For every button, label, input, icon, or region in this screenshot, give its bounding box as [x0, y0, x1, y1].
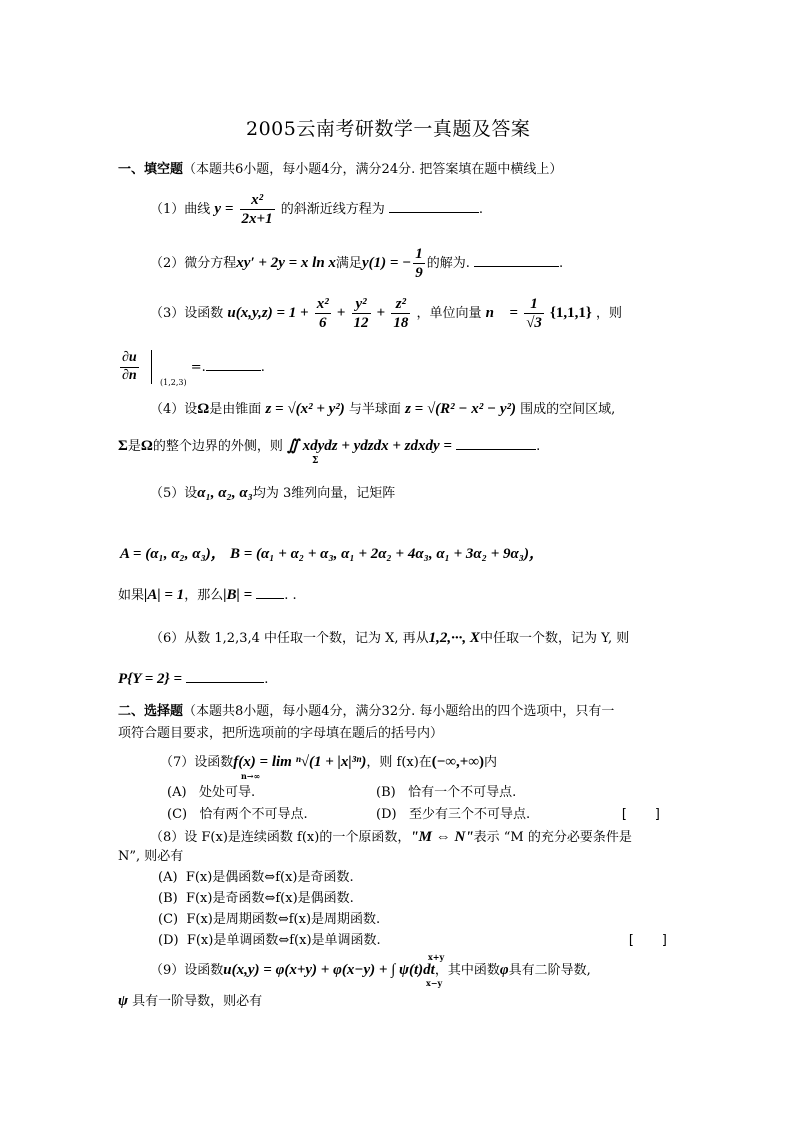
q7-option-d-text: 至少有三个不可导点.: [408, 807, 531, 822]
page-title: 2005云南考研数学一真题及答案: [246, 118, 531, 140]
q5-det-b: |B| =: [223, 587, 253, 603]
q7-option-c[interactable]: [167, 807, 308, 823]
q9-text-3: 具有一阶导数，则必有: [132, 994, 263, 1009]
q7-limit-sub: n→∞: [241, 771, 261, 781]
section-1-header: [118, 162, 562, 178]
q4-sphere: z = √(R² − x² − y²): [405, 401, 517, 417]
q3-eval-bar: [151, 350, 152, 384]
q4-label: （4）设: [150, 402, 198, 417]
section-2-name: 二、选择题: [118, 704, 184, 719]
q8-option-c-text: F(x)是周期函数⇔f(x)是周期函数.: [186, 912, 381, 927]
question-4-line-2: [118, 437, 540, 455]
q7-interval: (−∞,+∞): [431, 754, 485, 770]
q5-vectors: α₁, α₂, α₃: [197, 485, 253, 501]
q7-option-a-text: 处处可导.: [198, 785, 256, 800]
q4-cone: z = √(x² + y²): [265, 401, 345, 417]
q7-text-1: ，则 f(x)在: [366, 755, 432, 770]
q1-numerator: x²: [240, 191, 275, 210]
q7-option-b[interactable]: [376, 785, 516, 801]
q2-end: .: [559, 256, 564, 271]
q7-option-a[interactable]: [167, 785, 255, 801]
q3-label: （3）设函数: [150, 306, 224, 321]
q3-fraction-3: [391, 295, 410, 332]
q9-upper-limit: x+y: [428, 952, 445, 962]
q3-mid: ，单位向量: [416, 306, 482, 321]
q8-option-a-text: F(x)是偶函数⇔f(x)是奇函数.: [185, 870, 354, 885]
q3-f1-den: 6: [318, 315, 327, 331]
q8-option-a-key: (A): [158, 870, 178, 885]
q2-fraction: [413, 245, 425, 282]
q5-cond-2: ，那么: [184, 588, 224, 603]
q5-matrices: [120, 545, 544, 563]
q3-plus-1: +: [336, 305, 346, 321]
q4-text-3: 围成的空间区域,: [520, 402, 616, 417]
q8-option-d-text: F(x)是单调函数⇔f(x)是单调函数.: [186, 933, 381, 948]
question-1: [150, 191, 483, 228]
q8-option-b[interactable]: [158, 891, 354, 907]
q5-label: （5）设: [150, 486, 198, 501]
q1-label: （1）曲线: [150, 202, 211, 217]
q4-sigma: Σ: [118, 438, 128, 454]
q5-matrix-a: A = (α₁, α₂, α₃)，: [120, 546, 226, 562]
q2-mid: 满足: [335, 256, 362, 271]
q1-tail: 的斜渐近线方程为: [280, 202, 385, 217]
q7-option-d[interactable]: [376, 807, 530, 823]
q8-option-d-key: (D): [158, 933, 179, 948]
question-8: [150, 828, 632, 846]
q3-dnum: ∂u: [120, 350, 139, 368]
q7-label: （7）设函数: [160, 755, 234, 770]
q5-answer-blank[interactable]: [256, 586, 284, 599]
q2-numerator: 1: [415, 246, 423, 262]
q8-option-c[interactable]: [158, 912, 380, 928]
q8-option-d[interactable]: [158, 933, 381, 949]
section-2-note-2: 项符合题目要求，把所选项前的字母填在题后的括号内）: [118, 726, 444, 741]
q1-answer-blank[interactable]: [389, 200, 479, 213]
q9-lower-limit: x−y: [426, 978, 443, 988]
q3-f3-den: 18: [393, 315, 409, 331]
q3-fraction-2: [352, 295, 371, 332]
q3-f1-num: x²: [316, 296, 329, 312]
q1-end: .: [478, 202, 484, 217]
q3-dden: ∂n: [122, 367, 137, 383]
question-7: [160, 753, 497, 771]
q2-tail: 的解为.: [426, 256, 470, 271]
q3-f3-num: z²: [391, 295, 410, 314]
q4-text-5: 的整个边界的外侧，则: [152, 439, 283, 454]
q2-answer-blank[interactable]: [474, 254, 559, 267]
q7-answer-bracket[interactable]: [ ]: [620, 807, 662, 822]
q3-vector: n⃗ =: [485, 305, 518, 321]
q3-plus-2: +: [376, 305, 386, 321]
section-1-note: （本题共6小题，每小题4分，满分24分. 把答案填在题中横线上）: [183, 162, 563, 177]
question-4: [150, 400, 615, 418]
q6-label: （6）从数 1,2,3,4 中任取一个数，记为 X, 再从: [150, 631, 429, 646]
q2-denominator: 9: [415, 265, 423, 281]
q8-text-2: N”, 则必有: [118, 849, 184, 864]
q3-fraction-1: [315, 295, 331, 332]
q7-option-c-text: 恰有两个不可导点.: [199, 807, 308, 822]
section-1-name: 一、填空题: [118, 162, 184, 177]
q3-derivative-line: [118, 350, 265, 387]
q3-f2-num: y²: [352, 295, 371, 314]
q1-denominator: 2x+1: [241, 211, 273, 227]
q4-integral-sub: Σ: [312, 456, 319, 466]
q3-f2-den: 12: [353, 315, 369, 331]
question-5: [150, 484, 395, 502]
q9-phi: φ: [499, 962, 509, 978]
q4-integral: ∬ xdydz + ydzdx + zdxdy =: [287, 438, 452, 454]
q3-derivative: [120, 350, 139, 385]
q7-function: f(x) = lim ⁿ√(1 + |x|³ⁿ): [233, 754, 367, 770]
q3-function: u(x,y,z) = 1 +: [227, 305, 309, 321]
q8-option-c-key: (C): [158, 912, 179, 927]
section-2-header: [118, 704, 614, 720]
q4-text-1: 是由锥面: [209, 402, 262, 417]
q7-option-b-key: (B): [376, 785, 396, 800]
q9-text-1: ，其中函数: [434, 963, 500, 978]
q8-label: （8）设 F(x)是连续函数 f(x)的一个原函数，: [150, 830, 411, 845]
q3-point: (1,2,3): [160, 377, 187, 387]
q6-answer-blank[interactable]: [186, 670, 264, 683]
q7-option-c-key: (C): [167, 807, 188, 822]
q7-text-2: 内: [484, 755, 498, 770]
question-6-line-2: [118, 670, 268, 688]
question-9-line-2: [118, 992, 262, 1010]
q3-end: .: [260, 359, 265, 375]
q6-end: .: [264, 672, 269, 687]
question-2: [150, 245, 563, 282]
q5-matrix-b: B = (α₁ + α₂ + α₃, α₁ + 2α₂ + 4α₃, α₁ + 3α₂ + 9α₃)，: [229, 546, 545, 562]
q6-sequence: 1,2,···, X: [428, 630, 480, 646]
q3-eq: =.: [190, 359, 206, 375]
q7-option-a-key: (A): [167, 785, 187, 800]
question-3: [150, 295, 622, 332]
q5-cond-1: 如果: [118, 588, 145, 603]
q3-vd: √3: [526, 315, 542, 331]
q9-label: （9）设函数: [150, 963, 224, 978]
q7-option-d-key: (D): [376, 807, 397, 822]
q8-text-1: 表示 “M 的充分必要条件是: [473, 830, 632, 845]
q6-probability: P{Y = 2} =: [118, 671, 183, 687]
q6-text-1: 中任取一个数，记为 Y, 则: [479, 631, 630, 646]
q1-fraction: [240, 191, 275, 228]
section-2-note: （本题共8小题，每小题4分，满分32分. 每小题给出的四个选项中，只有一: [183, 704, 615, 719]
q4-answer-blank[interactable]: [456, 437, 536, 450]
q4-omega: Ω: [197, 401, 210, 417]
q3-vector-fraction: [524, 295, 544, 332]
q4-text-2: 与半球面: [348, 402, 401, 417]
q9-text-2: 具有二阶导数,: [508, 963, 591, 978]
q1-function: y =: [214, 201, 234, 217]
q8-relation: "M ⇔ N": [410, 829, 474, 845]
q8-option-b-text: F(x)是奇函数⇔f(x)是偶函数.: [185, 891, 354, 906]
q2-equation: xy′ + 2y = x ln x: [236, 255, 336, 271]
q3-tail: ，则: [595, 306, 622, 321]
q5-det-a: |A| = 1: [144, 587, 185, 603]
question-6: [150, 629, 629, 647]
q8-option-a[interactable]: [158, 870, 354, 886]
q9-function: u(x,y) = φ(x+y) + φ(x−y) + ∫ ψ(t)dt: [223, 962, 435, 978]
q7-option-b-text: 恰有一个不可导点.: [408, 785, 517, 800]
q8-answer-bracket[interactable]: [ ]: [627, 933, 669, 948]
q2-label: （2）微分方程: [150, 256, 237, 271]
q5-condition-line: [118, 586, 297, 604]
q5-text-1: 均为 3维列向量，记矩阵: [252, 486, 396, 501]
q3-answer-blank[interactable]: [206, 358, 261, 371]
q4-text-4: 是: [127, 439, 141, 454]
q8-option-b-key: (B): [158, 891, 178, 906]
q4-end: .: [536, 439, 541, 454]
q4-omega-2: Ω: [140, 438, 153, 454]
q3-vn: 1: [524, 295, 544, 314]
q2-condition: y(1) = −: [361, 255, 412, 271]
q9-psi: ψ: [118, 993, 129, 1009]
q5-end: . .: [284, 588, 297, 603]
q3-set: {1,1,1}: [550, 305, 592, 321]
question-9: [150, 961, 591, 979]
